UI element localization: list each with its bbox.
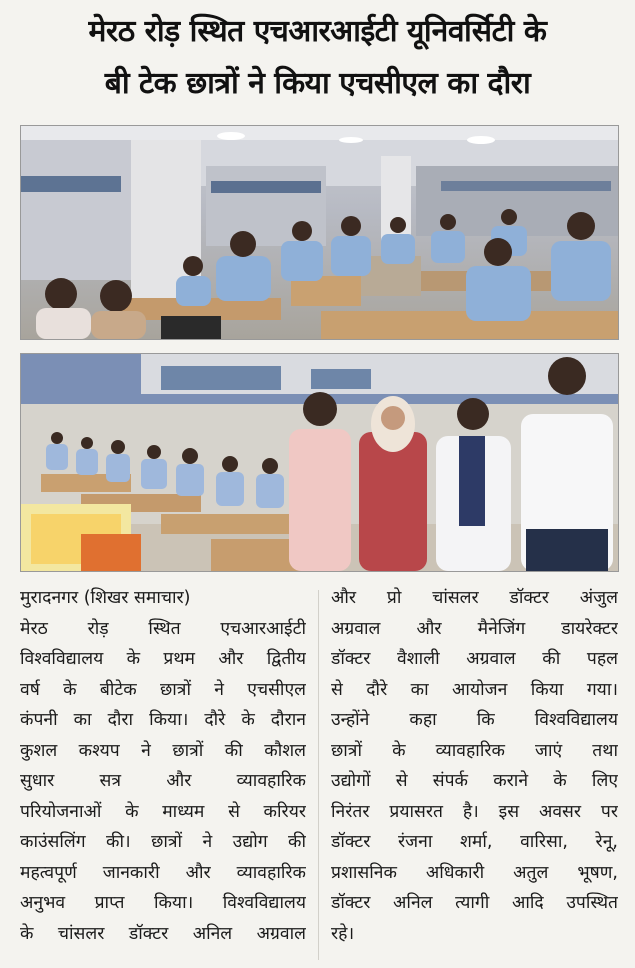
article-column-right (331, 583, 618, 949)
group-photo (20, 353, 619, 572)
group-photo-icon (21, 354, 618, 571)
article-line: मेरठ रोड़ स्थित एचआरआईटी (20, 618, 306, 639)
article-line: अग्रवाल और मैनेजिंग डायरेक्टर (331, 618, 618, 639)
article-line: डॉक्टर वैशाली अग्रवाल की पहल (331, 649, 618, 669)
article-column-left (20, 583, 306, 949)
article-line: उद्योगों से संपर्क कराने के लिए (331, 771, 618, 791)
article-line: उन्होंने कहा कि विश्वविद्यालय (331, 710, 618, 730)
headline (10, 6, 625, 110)
article-line: सुधार सत्र और व्यावहारिक (20, 771, 306, 791)
article-line: से दौरे का आयोजन किया गया। (331, 679, 618, 700)
headline-line-2: बी टेक छात्रों ने किया एचसीएल का दौरा (104, 66, 531, 101)
article-line: काउंसलिंग की। छात्रों ने उद्योग की (20, 832, 306, 852)
column-divider (318, 590, 319, 960)
article-line: अनुभव प्राप्त किया। विश्वविद्यालय (20, 893, 306, 913)
article-line: कुशल कश्यप ने छात्रों की कौशल (20, 740, 306, 761)
article-line: महत्वपूर्ण जानकारी और व्यावहारिक (20, 862, 306, 883)
article-line: के चांसलर डॉक्टर अनिल अग्रवाल (20, 923, 306, 944)
headline-line-1: मेरठ रोड़ स्थित एचआरआईटी यूनिवर्सिटी के (88, 14, 547, 49)
dateline: मुरादनगर (शिखर समाचार) (20, 588, 191, 608)
classroom-photo (20, 125, 619, 340)
article-line: निरंतर प्रयासरत है। इस अवसर पर (331, 801, 618, 822)
article-line: रहे। (331, 923, 355, 944)
article-line: कंपनी का दौरा किया। दौरे के दौरान (20, 710, 306, 730)
article-line: और प्रो चांसलर डॉक्टर अंजुल (331, 588, 618, 608)
classroom-photo-icon (21, 126, 618, 339)
article-line: प्रशासनिक अधिकारी अतुल भूषण, (331, 862, 618, 883)
article-line: विश्वविद्यालय के प्रथम और द्वितीय (20, 649, 306, 669)
article-line: डॉक्टर रंजना शर्मा, वारिसा, रेनू, (331, 832, 618, 852)
article-line: वर्ष के बीटेक छात्रों ने एचसीएल (20, 679, 306, 700)
article-line: छात्रों के व्यावहारिक जाएं तथा (331, 740, 618, 761)
article-line: डॉक्टर अनिल त्यागी आदि उपस्थित (331, 893, 618, 913)
article-line: परियोजनाओं के माध्यम से करियर (20, 801, 306, 822)
